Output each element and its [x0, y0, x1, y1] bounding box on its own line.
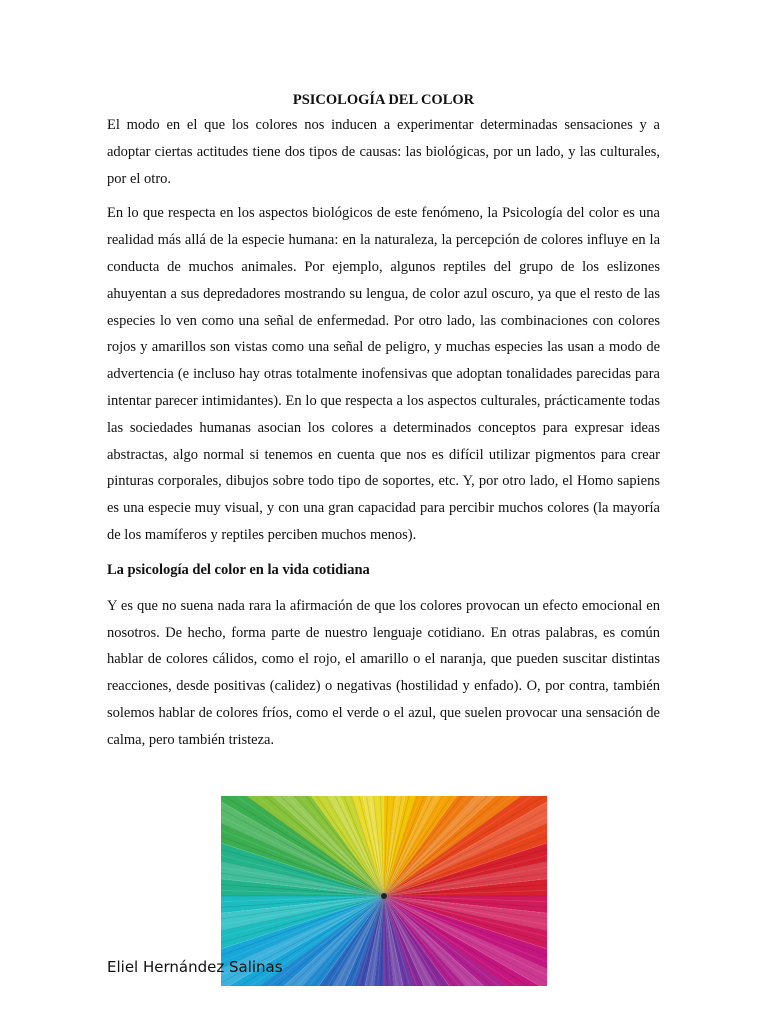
paragraph-biological: En lo que respecta en los aspectos biológicos de este fenómeno, la Psicología del color es una realidad más allá de la especie humana: en la naturaleza, la percepción de colores influye en la conducta de muchos animales. Por ejemplo, algunos reptiles del grupo de los eslizones ahuyentan a sus depredadores mostrando su lengua, de color azul oscuro, ya que el resto de las especies lo ven como una señal de enfermedad. Por otro lado, las combinaciones con colores rojos y amarillos son vistas como una señal de peligro, y muchas especies las usan a modo de advertencia (e incluso hay otras totalmente inofensivas que adoptan tonalidades parecidas para intentar parecer intimidantes). En lo que respecta a los aspectos culturales, prácticamente todas las sociedades humanas asocian los colores a determinados conceptos para expresar ideas abstractas, algo normal si tenemos en cuenta que nos es difícil utilizar pigmentos para crear pinturas corporales, dibujos sobre todo tipo de soportes, etc. Y, por otro lado, el Homo sapiens es una especie muy visual, y con una gran capacidad para percibir muchos colores (la mayoría de los mamíferos y reptiles perciben muchos menos). [107, 205, 660, 543]
author-name: Eliel Hernández Salinas [107, 958, 283, 976]
paragraph-intro: El modo en el que los colores nos inducen a experimentar determinadas sensaciones y a adoptar ciertas actitudes tiene dos tipos de causas: las biológicas, por un lado, y las culturales, por el otro. [107, 117, 660, 187]
section-heading: La psicología del color en la vida cotidiana [107, 561, 370, 578]
document-title: PSICOLOGÍA DEL COLOR [292, 92, 475, 108]
paragraph-everyday: Y es que no suena nada rara la afirmación de que los colores provocan un efecto emocional en nosotros. De hecho, forma parte de nuestro lenguaje cotidiano. En otras palabras, es común hablar de colores cálidos, como el rojo, el amarillo o el naranja, que pueden suscitar distintas reacciones, desde positivas (calidez) o negativas (hostilidad y enfado). O, por contra, también solemos hablar de colores fríos, como el verde o el azul, que suelen provocar una sensación de calma, pero también tristeza. [107, 597, 660, 748]
wheel-center [381, 893, 387, 899]
document-page [107, 90, 660, 754]
